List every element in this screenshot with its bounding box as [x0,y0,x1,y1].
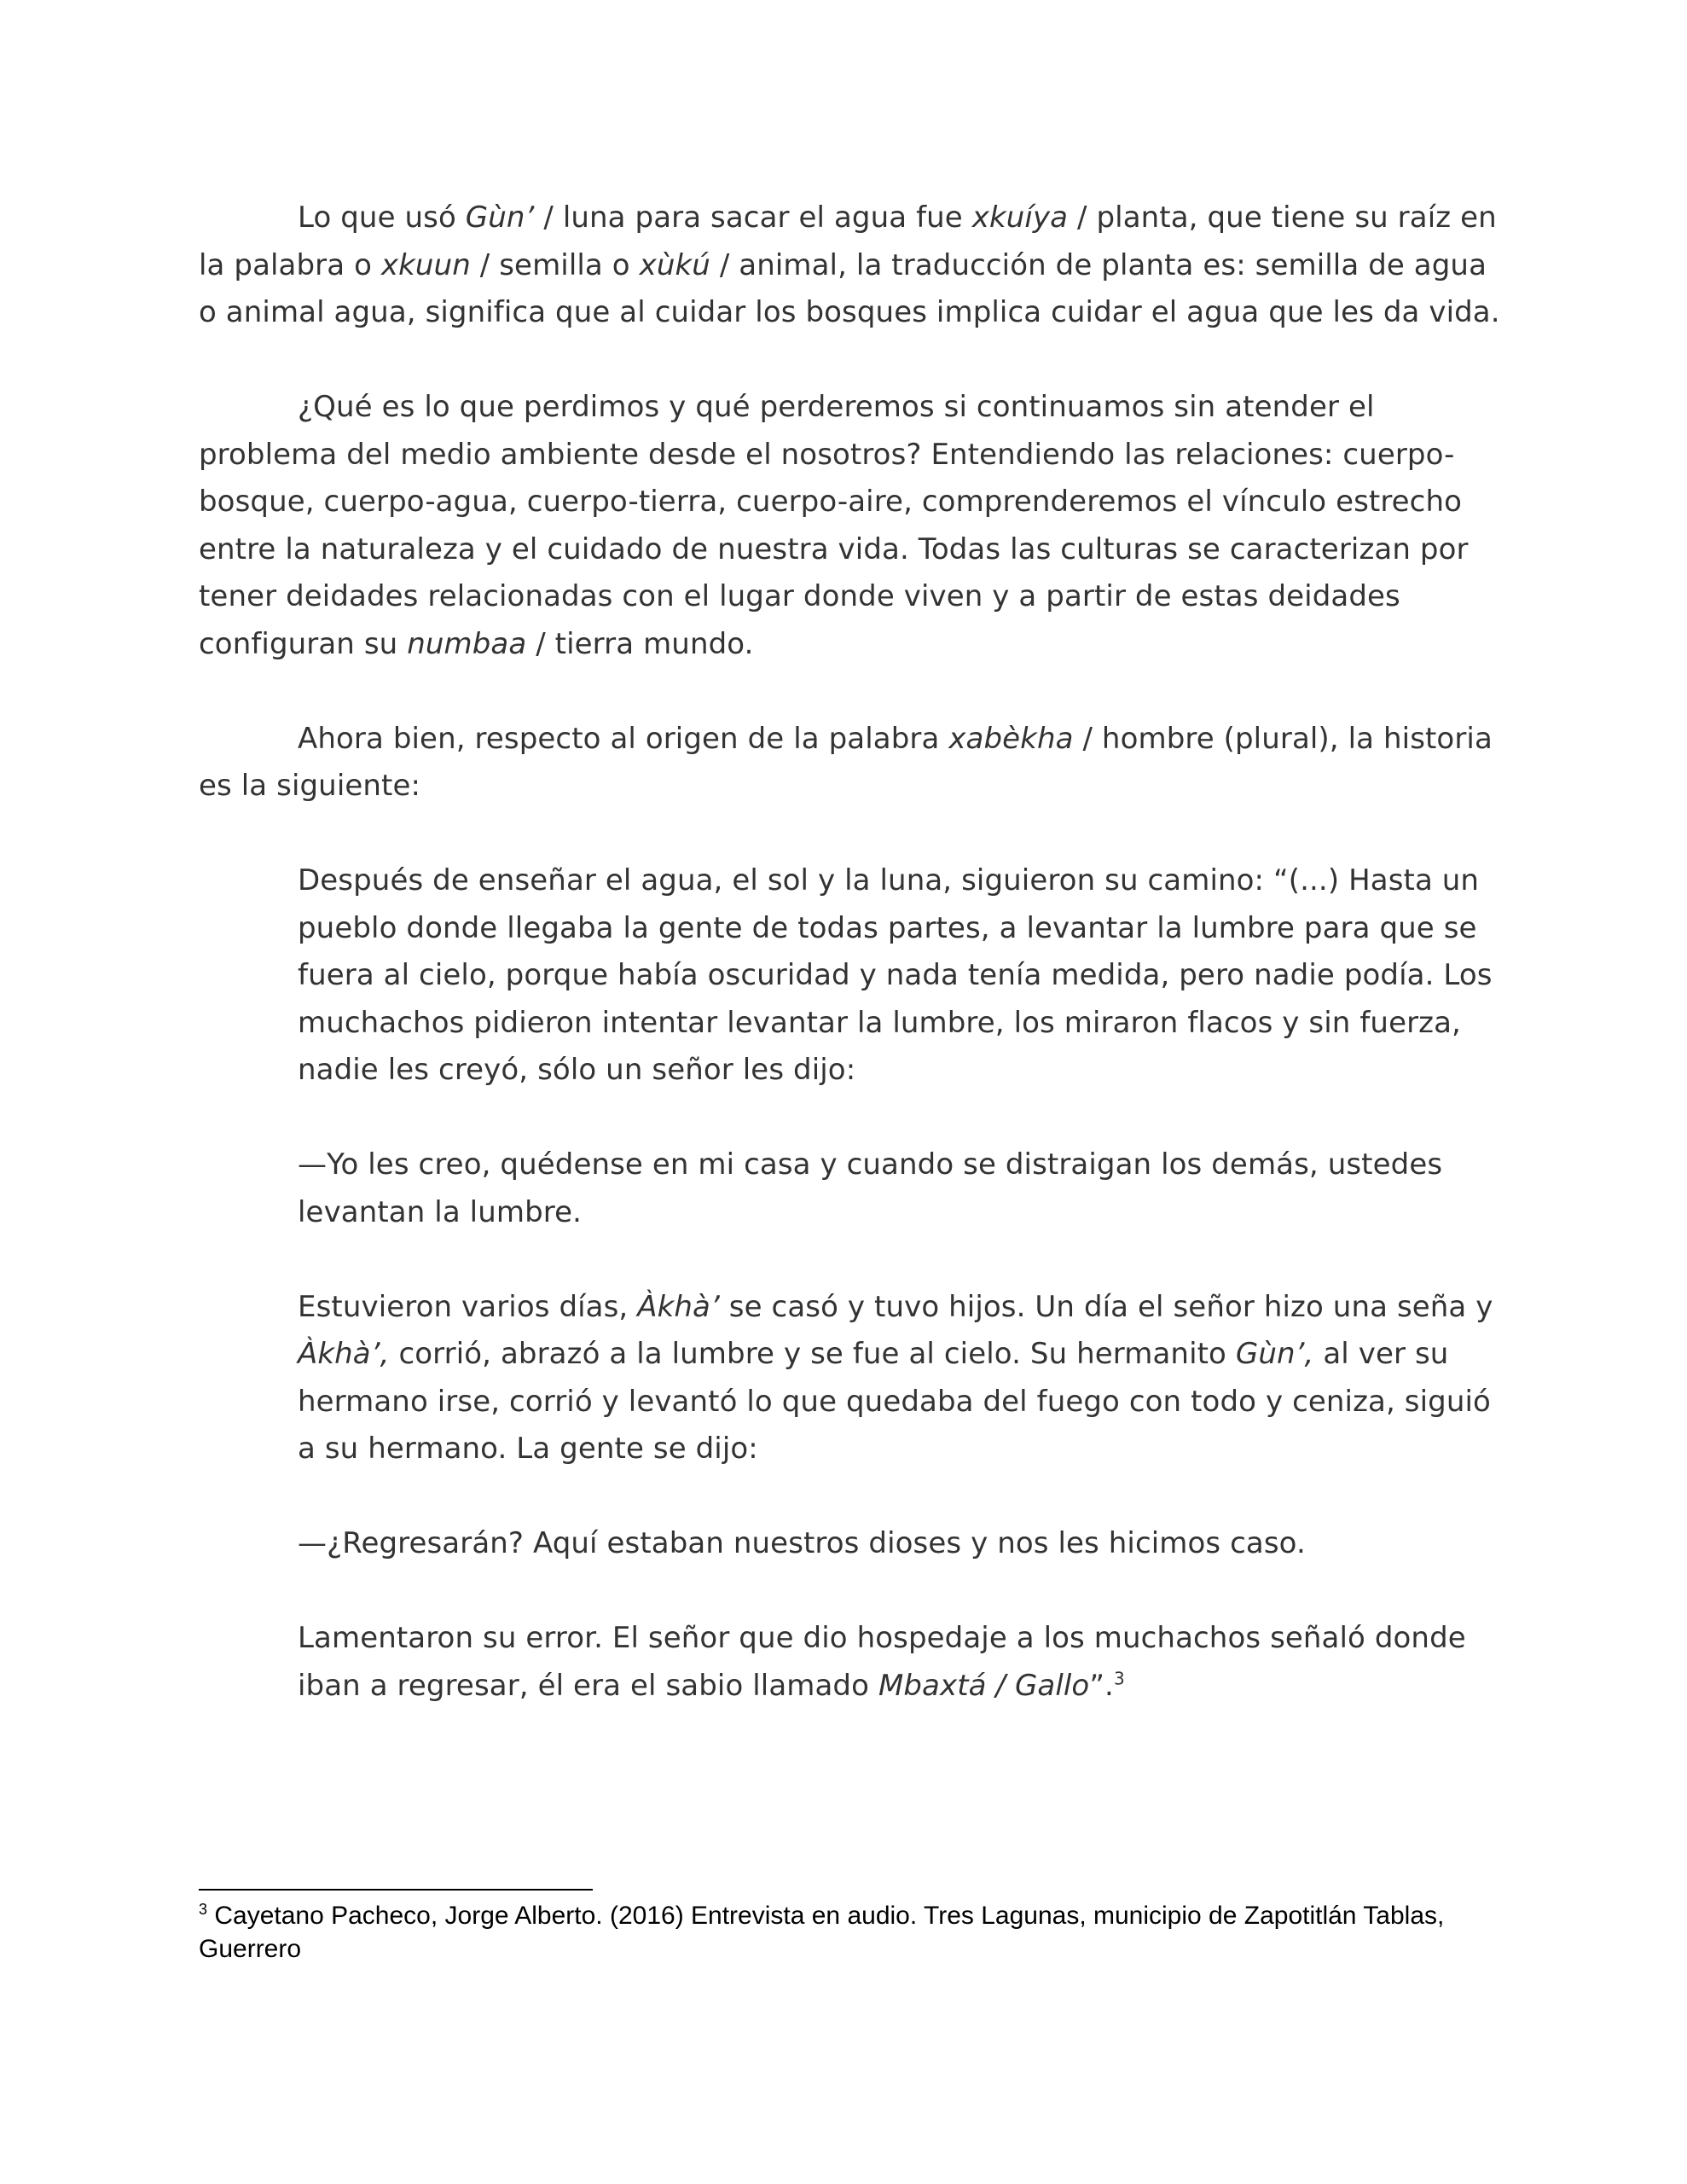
text-run: Lo que usó [298,200,466,235]
italic-term: Gùn’ [465,200,535,235]
italic-term: xabèkha [948,721,1074,756]
paragraph-1 [199,195,1504,337]
quote-paragraph-4 [298,1520,1504,1568]
text-run: / animal, la traducción de planta es: semilla de agua o animal agua, significa que al cuidar los bosques implica cuidar el agua que les da vida. [199,247,1500,329]
italic-term: xkuun [380,247,471,282]
text-run: corrió, abrazó a la lumbre y se fue al cielo. Su hermanito [389,1337,1236,1371]
paragraph-3 [199,716,1504,810]
quote-paragraph-1 [298,857,1504,1095]
text-run: Ahora bien, respecto al origen de la palabra [298,721,949,756]
text-run: Después de enseñar el agua, el sol y la luna, siguieron su camino: “(...) Hasta un pueblo donde llegaba la gente de todas partes, a levantar la lumbre para que se fuera al cielo, porque había oscuridad y nada tenía medida, pero nadie podía. Los muchachos pidieron intentar levantar la lumbre, los miraron flacos y sin fuerza, nadie les creyó, sólo un señor les dijo: [298,863,1493,1087]
italic-term: Gùn’, [1235,1337,1314,1371]
text-run: / tierra mundo. [526,626,754,661]
footnote-number: 3 [199,1901,208,1918]
italic-term: Àkhà’, [298,1337,390,1371]
text-run: Lamentaron su error. El señor que dio hospedaje a los muchachos señaló donde iban a regresar, él era el sabio llamado [298,1621,1466,1703]
text-run: al ver su hermano irse, corrió y levantó lo que quedaba del fuego con todo y ceniza, siguió a su hermano. La gente se dijo: [298,1337,1491,1466]
text-run: —Yo les creo, quédense en mi casa y cuando se distraigan los demás, ustedes levantan la lumbre. [298,1147,1443,1229]
text-run: / planta, que tiene su raíz en la palabra o [199,200,1497,282]
footnote-separator [199,1889,593,1891]
text-run: ”. [1089,1668,1114,1703]
footnote-text: Cayetano Pacheco, Jorge Alberto. (2016) Entrevista en audio. Tres Lagunas, municipio de Zapotitlán Tablas, Guerrero [199,1902,1445,1963]
quote-paragraph-3 [298,1284,1504,1473]
text-run: —¿Regresarán? Aquí estaban nuestros dioses y nos les hicimos caso. [298,1526,1306,1560]
quote-paragraph-5 [298,1615,1504,1710]
text-run: Estuvieron varios días, [298,1289,638,1324]
footnote [199,1899,1504,1966]
italic-term: xùkú [639,247,710,282]
text-run: / luna para sacar el agua fue [534,200,972,235]
italic-term: numbaa [407,626,527,661]
paragraph-2 [199,384,1504,668]
text-run: ¿Qué es lo que perdimos y qué perderemos si continuamos sin atender el problema del medio ambiente desde el nosotros? Entendiendo las relaciones: cuerpo-bosque, cuerpo-agua, cuerpo-tierra, cuerpo-aire, comprenderemos el vínculo estrecho entre la naturaleza y el cuidado de nuestra vida. Todas las culturas se caracterizan por tener deidades relacionadas con el lugar donde viven y a partir de estas deidades configuran su [199,390,1469,661]
text-run: se casó y tuvo hijos. Un día el señor hizo una seña y [719,1289,1493,1324]
text-run: / hombre (plural), la historia es la siguiente: [199,721,1493,803]
footnote-marker[interactable]: 3 [1113,1668,1125,1689]
italic-term: Àkhà’ [637,1289,720,1324]
body-text [199,195,1504,1757]
italic-term: Mbaxtá / Gallo [878,1668,1090,1703]
italic-term: xkuíya [971,200,1069,235]
text-run: / semilla o [470,247,640,282]
quote-paragraph-2 [298,1141,1504,1236]
